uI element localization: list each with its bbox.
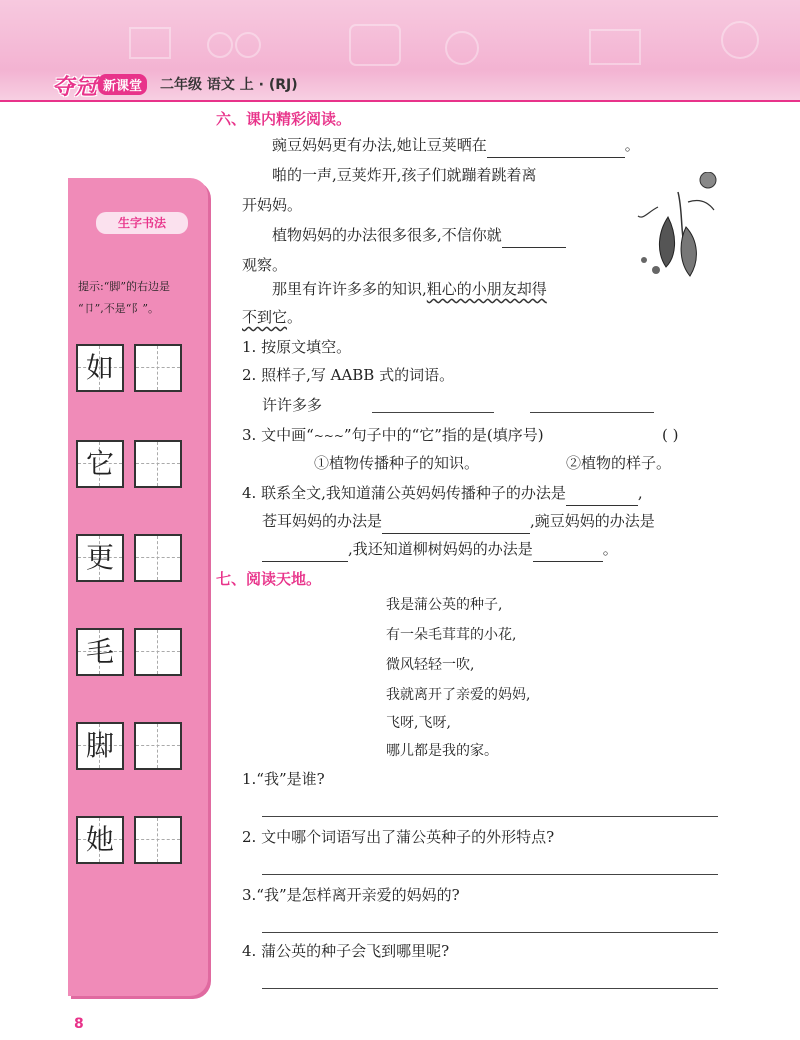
q4-text-a: 4. 联系全文,我知道蒲公英妈妈传播种子的办法是 xyxy=(242,484,566,502)
char-model-box xyxy=(76,534,124,582)
q4-end-a: , xyxy=(637,484,643,502)
char-model-box xyxy=(76,344,124,392)
char-practice-row xyxy=(76,440,196,488)
hint-line-1: 提示:“脚”的右边是 xyxy=(78,280,170,293)
poem-line: 哪儿都是我的家。 xyxy=(386,743,498,759)
para-4-plain: 那里有许许多多的知识, xyxy=(272,280,427,298)
passage-para-3a xyxy=(272,222,566,248)
header-divider xyxy=(0,100,800,102)
model-char: 脚 xyxy=(85,729,114,762)
question-7-1: 1.“我”是谁? xyxy=(242,770,325,788)
fill-blank[interactable] xyxy=(262,543,348,562)
char-writing-box[interactable] xyxy=(134,534,182,582)
model-char: 它 xyxy=(85,447,114,480)
question-6-4-line-3 xyxy=(262,536,618,562)
section-7-title: 七、阅读天地。 xyxy=(216,570,322,588)
char-practice-row xyxy=(76,722,196,770)
poem-line: 微风轻轻一吹, xyxy=(386,657,475,673)
char-model-box xyxy=(76,722,124,770)
brand-badge: 新课堂 xyxy=(98,74,147,95)
answer-blank[interactable] xyxy=(530,412,654,413)
question-6-2: 2. 照样子,写 AABB 式的词语。 xyxy=(242,366,455,384)
passage-para-2b: 开妈妈。 xyxy=(242,196,303,214)
question-7-3: 3.“我”是怎样离开亲爱的妈妈的? xyxy=(242,886,460,904)
char-writing-box[interactable] xyxy=(134,628,182,676)
char-writing-box[interactable] xyxy=(134,440,182,488)
question-6-3 xyxy=(242,422,544,449)
poem-line: 飞呀,飞呀, xyxy=(386,715,451,731)
para-1-end: 。 xyxy=(624,136,640,154)
char-model-box xyxy=(76,816,124,864)
char-writing-box[interactable] xyxy=(134,344,182,392)
fill-blank[interactable] xyxy=(487,139,625,158)
answer-line[interactable] xyxy=(262,874,718,875)
passage-para-3b: 观察。 xyxy=(242,256,288,274)
para-4b-wavy: 不到它 xyxy=(242,308,288,326)
char-practice-row xyxy=(76,534,196,582)
sidebar-calligraphy xyxy=(68,178,208,996)
para-3-text: 植物妈妈的办法很多很多,不信你就 xyxy=(272,226,502,244)
fill-blank[interactable] xyxy=(533,543,603,562)
hint-line-2: “卩”,不是“阝”。 xyxy=(78,302,159,315)
char-model-box xyxy=(76,440,124,488)
question-6-2-example: 许许多多 xyxy=(262,396,323,414)
page-header xyxy=(0,0,800,100)
poem-line: 我就离开了亲爱的妈妈, xyxy=(386,687,531,703)
question-7-2: 2. 文中哪个词语写出了蒲公英种子的外形特点? xyxy=(242,828,555,846)
pea-pod-illustration xyxy=(628,172,728,282)
q3-wavy-mark: ~~~ xyxy=(313,429,344,443)
model-char: 更 xyxy=(85,541,114,574)
sidebar-title: 生字书法 xyxy=(96,212,188,234)
para-1-text: 豌豆妈妈更有办法,她让豆荚晒在 xyxy=(272,136,487,154)
q3-rest: ”句子中的“它”指的是(填序号) xyxy=(343,426,544,444)
sidebar-hint xyxy=(78,276,208,320)
q3-prefix: 3. 文中画“ xyxy=(242,426,314,444)
model-char: 毛 xyxy=(85,635,114,668)
model-char: 她 xyxy=(85,823,114,856)
question-6-1: 1. 按原文填空。 xyxy=(242,338,352,356)
char-writing-box[interactable] xyxy=(134,722,182,770)
answer-blank[interactable] xyxy=(372,412,494,413)
question-6-4-line-2 xyxy=(262,508,655,534)
model-char: 如 xyxy=(85,351,114,384)
passage-para-4a xyxy=(272,276,547,302)
page-number: 8 xyxy=(74,1016,84,1032)
char-model-box xyxy=(76,628,124,676)
char-practice-row xyxy=(76,344,196,392)
q4-end-c: 。 xyxy=(602,540,618,558)
question-7-4: 4. 蒲公英的种子会飞到哪里呢? xyxy=(242,942,450,960)
fill-blank[interactable] xyxy=(502,229,566,248)
fill-blank[interactable] xyxy=(382,515,530,534)
char-practice-row xyxy=(76,628,196,676)
section-6-title: 六、课内精彩阅读。 xyxy=(216,110,352,128)
q3-option-2: ②植物的样子。 xyxy=(566,454,672,472)
answer-line[interactable] xyxy=(262,932,718,933)
answer-line[interactable] xyxy=(262,988,718,989)
logo: 夺冠 xyxy=(52,75,99,100)
para-4-wavy: 粗心的小朋友却得 xyxy=(426,280,547,298)
question-6-4-line-1 xyxy=(242,480,643,506)
passage-para-1 xyxy=(272,132,640,158)
q3-option-1: ①植物传播种子的知识。 xyxy=(314,454,480,472)
fill-blank[interactable] xyxy=(566,487,638,506)
char-practice-row xyxy=(76,816,196,864)
para-4b-end: 。 xyxy=(287,308,303,326)
char-writing-box[interactable] xyxy=(134,816,182,864)
poem-line: 有一朵毛茸茸的小花, xyxy=(386,627,517,643)
answer-line[interactable] xyxy=(262,816,718,817)
poem-line: 我是蒲公英的种子, xyxy=(386,597,503,613)
q4-text-c: ,我还知道柳树妈妈的办法是 xyxy=(348,540,533,558)
passage-para-4b xyxy=(242,304,302,330)
grade-label: 二年级 语文 上 · (RJ) xyxy=(160,77,298,93)
q4-text-b1: 苍耳妈妈的办法是 xyxy=(262,512,383,530)
passage-para-2a: 啪的一声,豆荚炸开,孩子们就蹦着跳着离 xyxy=(272,166,537,184)
q4-text-b2: ,豌豆妈妈的办法是 xyxy=(530,512,655,530)
answer-paren[interactable]: ( ) xyxy=(662,426,679,444)
